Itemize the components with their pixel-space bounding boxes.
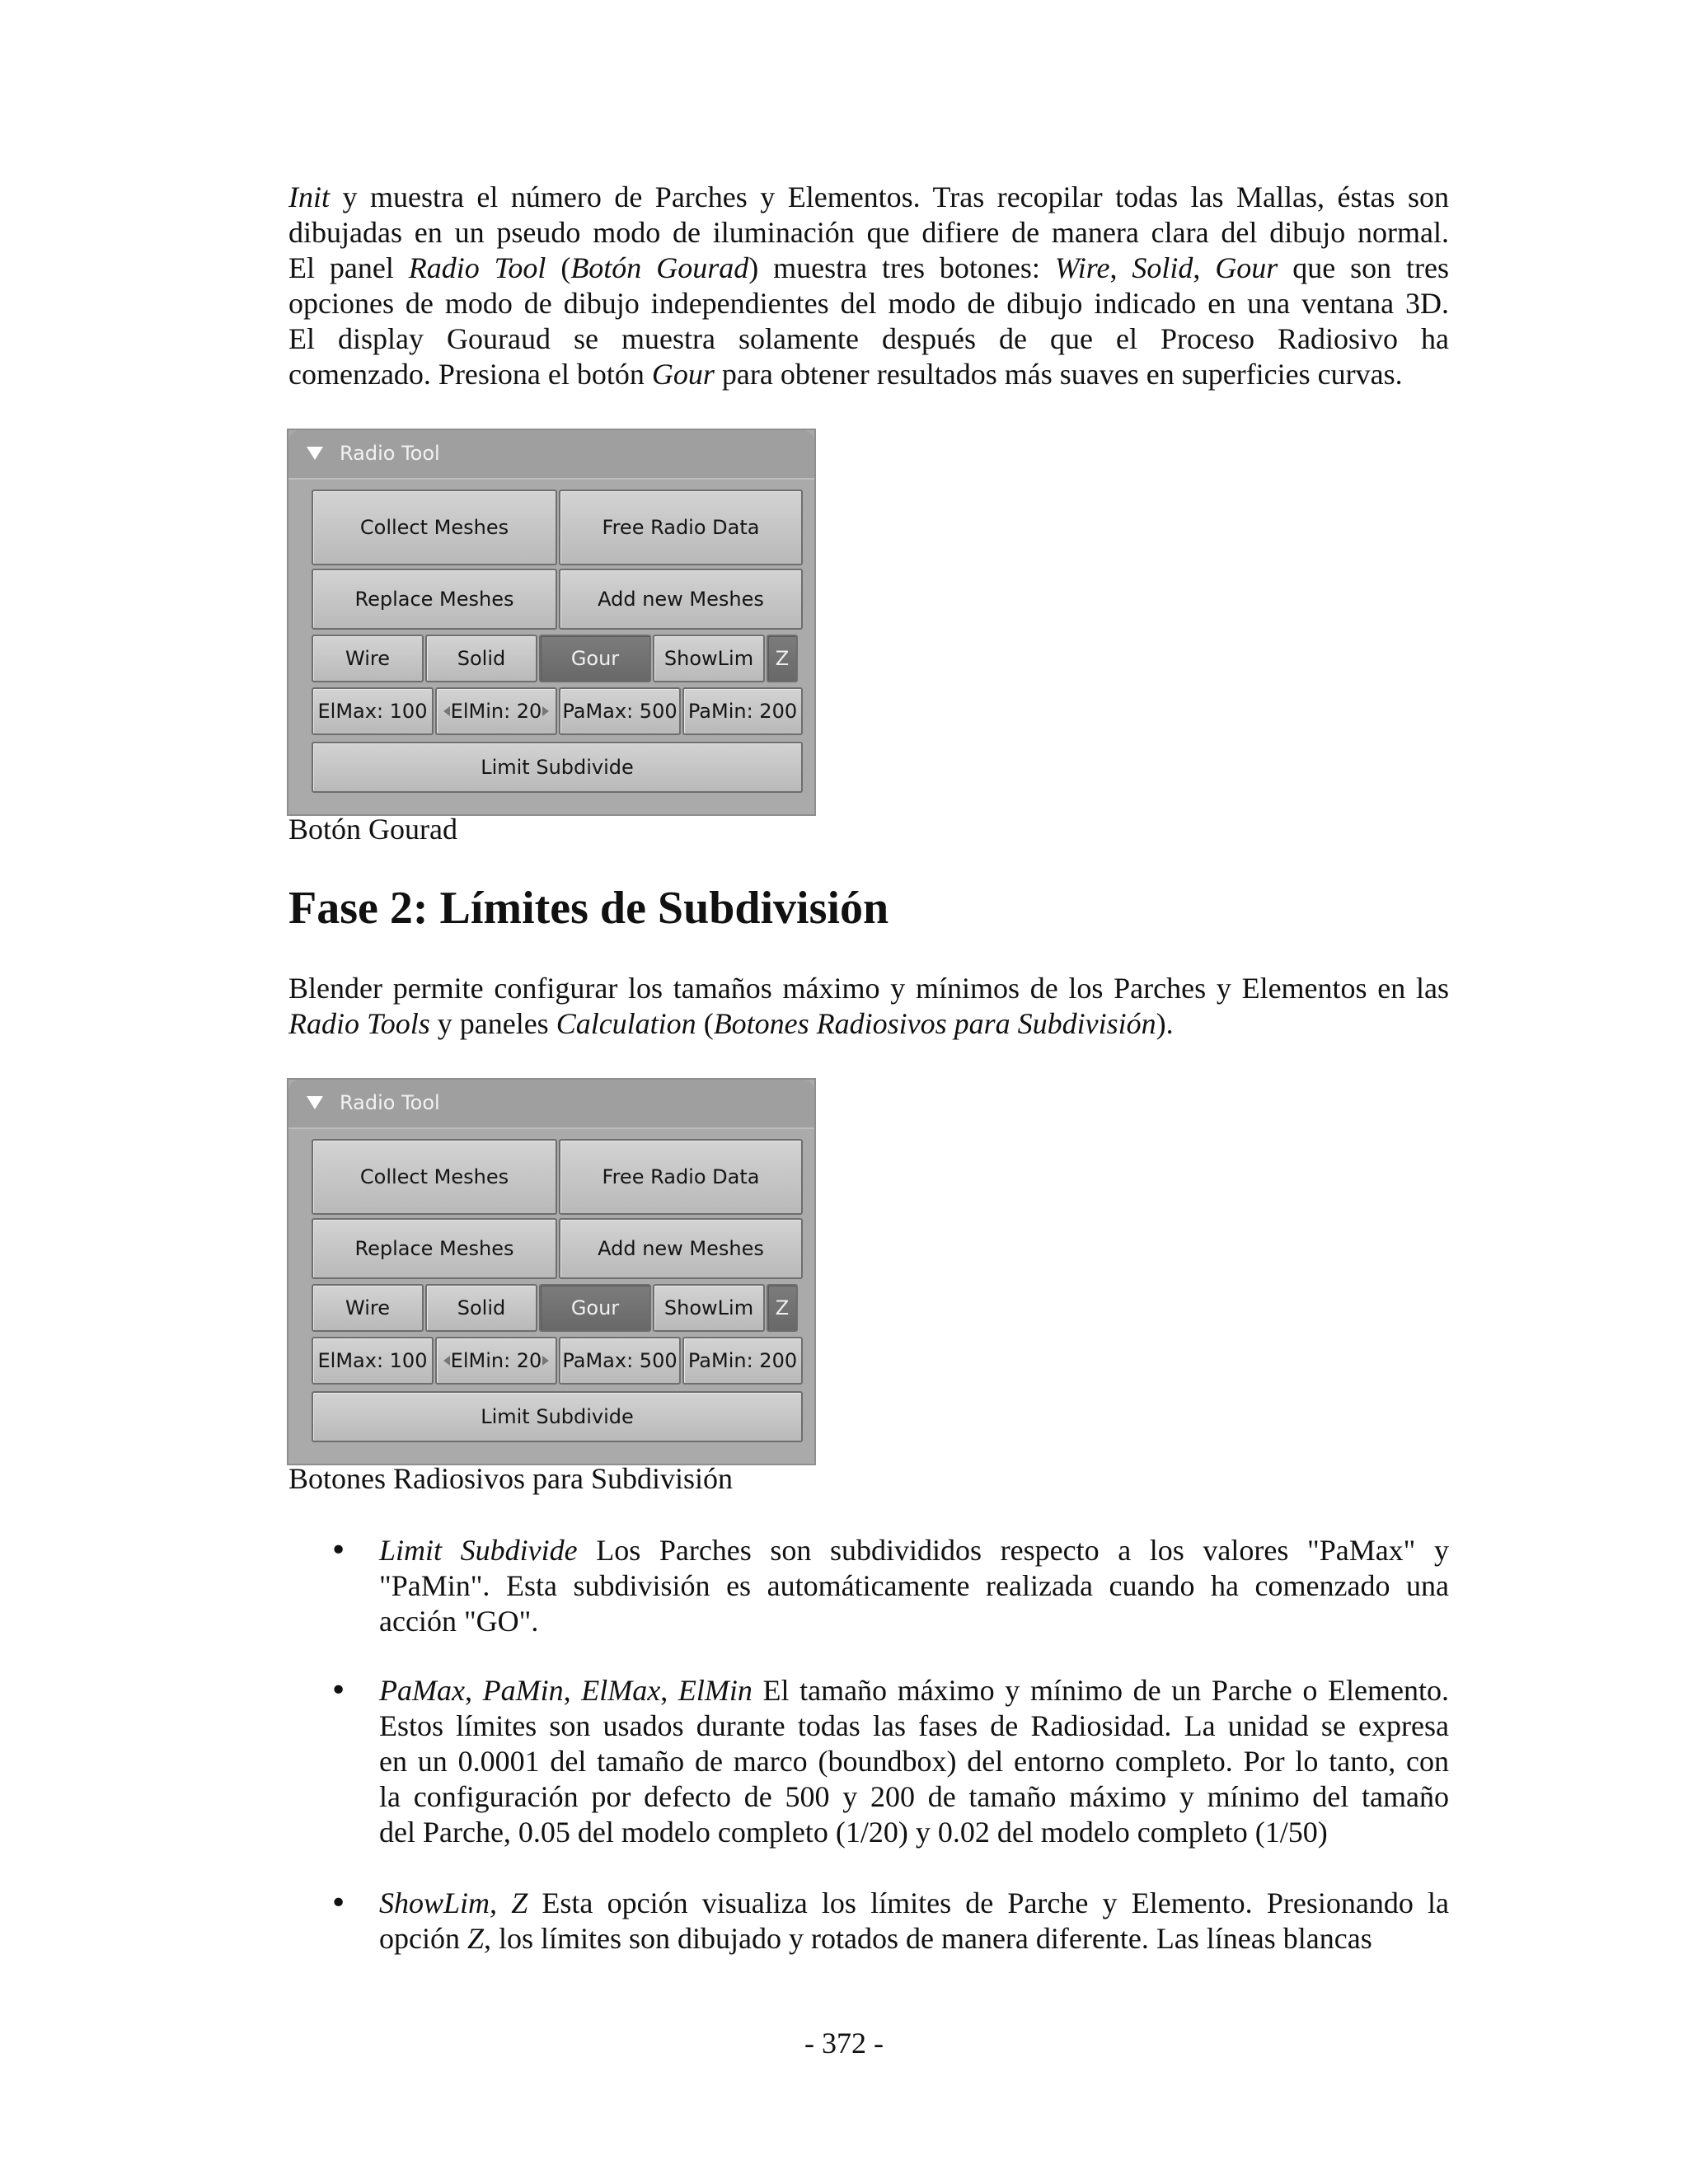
collect-meshes-button[interactable] [312, 490, 557, 565]
radio-tool-panel [287, 429, 816, 816]
text-line: "PaMin". Esta subdivisión es automáticamente realizada cuando ha comenzado una [379, 1569, 1449, 1602]
elmax-field-label: ElMax: 100 [317, 700, 428, 723]
list-item [330, 1673, 1450, 1850]
list-item-text [379, 1533, 1449, 1639]
showlim-button[interactable] [653, 1284, 765, 1332]
pamin-field[interactable] [682, 687, 803, 735]
increment-arrow-icon[interactable] [542, 1356, 549, 1366]
elmax-field[interactable] [312, 1337, 434, 1385]
decrement-arrow-icon[interactable] [443, 706, 450, 716]
text-line: opción Z, los límites son dibujado y rotados de manera diferente. Las líneas blancas [379, 1922, 1372, 1955]
gour-button[interactable] [539, 635, 651, 682]
list-item-text [379, 1673, 1449, 1850]
elmin-field-label: ElMin: 20 [450, 700, 542, 723]
collect-meshes-button-label: Collect Meshes [359, 1165, 509, 1188]
pamin-field[interactable] [682, 1337, 803, 1385]
bullet-icon: • [330, 1886, 348, 1920]
wire-button[interactable] [312, 635, 424, 682]
panel-header[interactable] [288, 1080, 814, 1129]
limit-subdivide-button-label: Limit Subdivide [481, 756, 634, 779]
limit-subdivide-button[interactable] [312, 742, 803, 793]
panel-title: Radio Tool [340, 1091, 440, 1114]
decrement-arrow-icon[interactable] [443, 1356, 450, 1366]
page-number: - 372 - [804, 2027, 884, 2060]
text-line: El display Gouraud se muestra solamente después de que el Proceso Radiosivo ha [288, 322, 1449, 355]
intro-text [288, 180, 1449, 392]
solid-button-label: Solid [457, 1296, 506, 1319]
bullet-icon: • [330, 1674, 348, 1708]
text-line: Init y muestra el número de Parches y Elementos. Tras recopilar todas las Mallas, éstas son [288, 180, 1449, 213]
gour-button-label: Gour [570, 647, 620, 670]
text-line: Blender permite configurar los tamaños máximo y mínimos de los Parches y Elementos en las [288, 972, 1449, 1005]
pamax-field[interactable] [559, 687, 681, 735]
wire-button-label: Wire [345, 1296, 390, 1319]
add-new-meshes-button[interactable] [559, 1218, 803, 1279]
pamin-field-label: PaMin: 200 [687, 700, 798, 723]
elmin-field-label: ElMin: 20 [450, 1349, 542, 1372]
z-button[interactable] [767, 1284, 798, 1332]
text-line: comenzado. Presiona el botón Gour para obtener resultados más suaves en superficies curvas. [288, 358, 1403, 391]
text-line: en un 0.0001 del tamaño de marco (boundbox) del entorno completo. Por lo tanto, con [379, 1745, 1449, 1778]
text-line: Estos límites son usados durante todas las fases de Radiosidad. La unidad se expresa [379, 1709, 1449, 1742]
text-line: PaMax, PaMin, ElMax, ElMin El tamaño máximo y mínimo de un Parche o Elemento. [379, 1674, 1450, 1707]
z-button-label: Z [775, 1296, 790, 1319]
list-item [330, 1533, 1449, 1639]
solid-button-label: Solid [457, 647, 506, 670]
replace-meshes-button-label: Replace Meshes [354, 588, 514, 611]
text-line: El panel Radio Tool (Botón Gourad) muestra tres botones: Wire, Solid, Gour que son tres [288, 251, 1450, 284]
z-button-label: Z [775, 647, 790, 670]
pamax-field[interactable] [559, 1337, 681, 1385]
pamax-field-label: PaMax: 500 [562, 700, 678, 723]
intro-paragraph [288, 180, 1449, 392]
showlim-button-label: ShowLim [663, 1296, 754, 1319]
solid-button[interactable] [425, 635, 537, 682]
list-item-text [379, 1886, 1449, 1957]
figure-caption: Botones Radiosivos para Subdivisión [288, 1462, 733, 1495]
wire-button-label: Wire [345, 647, 390, 670]
add-new-meshes-button[interactable] [559, 569, 803, 630]
elmin-field[interactable] [435, 687, 557, 735]
list-item [330, 1886, 1449, 1957]
showlim-button[interactable] [653, 635, 765, 682]
free-radio-data-button[interactable] [559, 490, 803, 565]
figure-caption: Botón Gourad [288, 813, 457, 846]
elmax-field[interactable] [312, 687, 434, 735]
increment-arrow-icon[interactable] [542, 706, 549, 716]
solid-button[interactable] [425, 1284, 537, 1332]
section-paragraph [288, 971, 1449, 1042]
collect-meshes-button-label: Collect Meshes [359, 516, 509, 539]
text-line: Limit Subdivide Los Parches son subdivididos respecto a los valores "PaMax" y [379, 1534, 1449, 1567]
text-line: acción "GO". [379, 1605, 539, 1638]
collect-meshes-button[interactable] [312, 1139, 557, 1215]
section-text [288, 971, 1449, 1042]
text-line: opciones de modo de dibujo independientes del modo de dibujo indicado en una ventana 3D. [288, 287, 1449, 320]
text-line: Radio Tools y paneles Calculation (Botones Radiosivos para Subdivisión). [288, 1007, 1174, 1040]
elmin-field[interactable] [435, 1337, 557, 1385]
replace-meshes-button[interactable] [312, 569, 557, 630]
add-new-meshes-button-label: Add new Meshes [598, 588, 764, 611]
radio-tool-panel [287, 1078, 816, 1465]
limit-subdivide-button[interactable] [312, 1391, 803, 1442]
free-radio-data-button[interactable] [559, 1139, 803, 1215]
panel-header[interactable] [288, 430, 814, 480]
text-line: la configuración por defecto de 500 y 200 de tamaño máximo y mínimo del tamaño [379, 1780, 1449, 1813]
bullet-icon: • [330, 1534, 348, 1568]
replace-meshes-button-label: Replace Meshes [354, 1237, 514, 1260]
elmax-field-label: ElMax: 100 [317, 1349, 428, 1372]
limit-subdivide-button-label: Limit Subdivide [481, 1405, 634, 1428]
section-heading: Fase 2: Límites de Subdivisión [288, 883, 889, 934]
z-button[interactable] [767, 635, 798, 682]
pamin-field-label: PaMin: 200 [687, 1349, 798, 1372]
showlim-button-label: ShowLim [663, 647, 754, 670]
collapse-triangle-icon[interactable] [307, 447, 323, 460]
pamax-field-label: PaMax: 500 [562, 1349, 678, 1372]
wire-button[interactable] [312, 1284, 424, 1332]
collapse-triangle-icon[interactable] [307, 1096, 323, 1109]
gour-button[interactable] [539, 1284, 651, 1332]
free-radio-data-button-label: Free Radio Data [602, 1165, 760, 1188]
text-line: ShowLim, Z Esta opción visualiza los límites de Parche y Elemento. Presionando la [379, 1886, 1449, 1919]
gour-button-label: Gour [570, 1296, 620, 1319]
panel-title: Radio Tool [340, 442, 440, 465]
add-new-meshes-button-label: Add new Meshes [598, 1237, 764, 1260]
text-line: dibujadas en un pseudo modo de iluminación que difiere de manera clara del dibujo normal. [288, 216, 1449, 249]
text-line: del Parche, 0.05 del modelo completo (1/20) y 0.02 del modelo completo (1/50) [379, 1816, 1328, 1849]
replace-meshes-button[interactable] [312, 1218, 557, 1279]
free-radio-data-button-label: Free Radio Data [602, 516, 760, 539]
